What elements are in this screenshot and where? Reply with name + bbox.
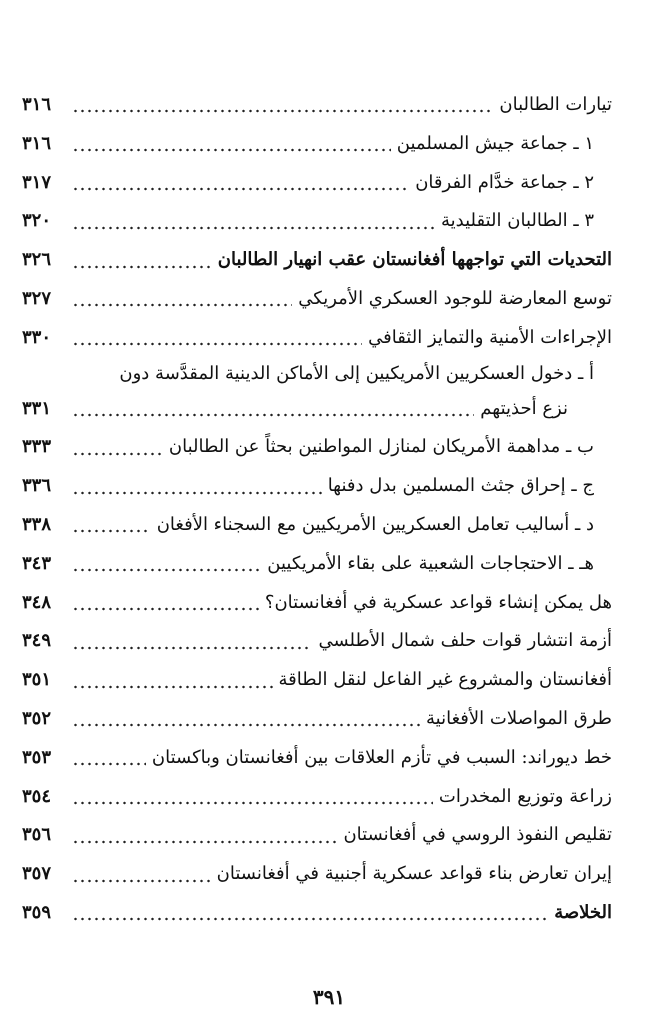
toc-entry-page: ٣٥٣ <box>22 746 52 768</box>
toc-entry[interactable] <box>22 202 612 241</box>
toc-entry-page: ٣٥٧ <box>22 863 52 885</box>
toc-entry-page: ٣٥١ <box>22 669 52 691</box>
toc-entry-title: الخلاصة <box>554 901 612 923</box>
toc-entry-page: ٣٣٣ <box>22 436 52 458</box>
toc-entry-title: ب ـ مداهمة الأمريكان لمنازل المواطنين بحثاً عن الطالبان <box>168 436 594 458</box>
toc-entry-page: ٣٥٢ <box>22 707 52 729</box>
toc-entry-title: الإجراءات الأمنية والتمايز الثقافي <box>368 326 612 348</box>
toc-entry-page: ٣٣٦ <box>22 475 52 497</box>
toc-entry-page: ٣٣٠ <box>22 326 52 348</box>
toc-entry[interactable] <box>22 816 612 855</box>
toc-entry[interactable] <box>22 700 612 739</box>
toc-entry-page: ٣٤٩ <box>22 630 52 652</box>
dot-leader <box>72 905 548 921</box>
dot-leader <box>72 253 212 269</box>
dot-leader <box>72 789 433 805</box>
toc-entry-title: أزمة انتشار قوات حلف شمال الأطلسي <box>318 630 612 652</box>
toc-entry-page: ٣٣٨ <box>22 513 52 535</box>
dot-leader <box>72 867 211 883</box>
toc-entry[interactable] <box>22 545 612 584</box>
toc-entry[interactable] <box>22 280 612 319</box>
dot-leader <box>72 97 493 113</box>
toc-entry-page: ٣١٧ <box>22 171 52 193</box>
toc-entry-title: تيارات الطالبان <box>499 94 612 115</box>
dot-leader <box>72 828 337 844</box>
toc-entry-page: ٣٢٧ <box>22 287 52 309</box>
toc-entry-title: طرق المواصلات الأفغانية <box>426 707 612 729</box>
toc-entry-page: ٣٥٦ <box>22 824 52 846</box>
toc-entry-title: تقليص النفوذ الروسي في أفغانستان <box>343 824 612 846</box>
toc-entry[interactable] <box>22 86 612 125</box>
toc-entry[interactable] <box>22 164 612 203</box>
toc-entry-continuation[interactable] <box>22 390 612 429</box>
toc-entry[interactable] <box>22 661 612 700</box>
toc-entry[interactable] <box>22 467 612 506</box>
dot-leader <box>72 517 151 533</box>
toc-entry[interactable] <box>22 428 612 467</box>
toc-entry-title: هـ ـ الاحتجاجات الشعبية على بقاء الأمريكيين <box>267 552 594 574</box>
toc-entry-title: زراعة وتوزيع المخدرات <box>438 785 612 807</box>
toc-entry-title: د ـ أساليب تعامل العسكريين الأمريكيين مع السجناء الأفغان <box>156 513 594 535</box>
toc-entry[interactable] <box>22 319 612 358</box>
dot-leader <box>72 556 261 572</box>
toc-entry[interactable] <box>22 358 612 390</box>
dot-leader <box>72 401 474 417</box>
toc-entry-title: إيران تعارض بناء قواعد عسكرية أجنبية في أفغانستان <box>216 863 612 885</box>
toc-entry-page: ٣٤٨ <box>22 591 52 613</box>
toc-entry-title: ج ـ إحراق جثث المسلمين بدل دفنها <box>327 475 594 497</box>
dot-leader <box>72 634 312 650</box>
dot-leader <box>72 673 273 689</box>
page-number: ٣٩١ <box>312 985 346 1009</box>
toc-entry[interactable] <box>22 622 612 661</box>
toc-entry-title: التحديات التي تواجهها أفغانستان عقب انهيار الطالبان <box>217 249 612 271</box>
dot-leader <box>72 214 435 230</box>
toc-entry-page: ٣١٦ <box>22 132 52 154</box>
dot-leader <box>72 291 292 307</box>
toc-entry-title: ١ ـ جماعة جيش المسلمين <box>396 132 594 154</box>
toc-entry-title: أ ـ دخول العسكريين الأمريكيين إلى الأماكن الدينية المقدَّسة دون <box>119 362 594 384</box>
toc-entry-title: ٣ ـ الطالبان التقليدية <box>441 210 594 232</box>
toc-entry[interactable] <box>22 778 612 817</box>
toc-entry-title: خط ديوراند: السبب في تأزم العلاقات بين أفغانستان وباكستان <box>151 746 612 768</box>
toc-entry[interactable] <box>22 125 612 164</box>
toc-entry-title: ٢ ـ جماعة خدَّام الفرقان <box>415 171 594 193</box>
toc-entry[interactable] <box>22 506 612 545</box>
toc-entry-title: أفغانستان والمشروع غير الفاعل لنقل الطاقة <box>278 669 612 691</box>
dot-leader <box>72 440 163 456</box>
dot-leader <box>72 136 391 152</box>
toc-entry-page: ٣٤٣ <box>22 552 52 574</box>
dot-leader <box>72 711 420 727</box>
toc-entry[interactable] <box>22 584 612 623</box>
dot-leader <box>72 595 259 611</box>
toc-entry-page: ٣٥٤ <box>22 785 52 807</box>
table-of-contents <box>22 86 612 933</box>
toc-entry[interactable] <box>22 894 612 933</box>
toc-entry-page: ٣٣١ <box>22 397 52 419</box>
toc-entry-title: هل يمكن إنشاء قواعد عسكرية في أفغانستان؟ <box>264 591 612 613</box>
toc-entry[interactable] <box>22 739 612 778</box>
dot-leader <box>72 330 362 346</box>
dot-leader <box>72 175 409 191</box>
toc-entry-title-continued: نزع أحذيتهم <box>480 397 568 419</box>
toc-entry-title: توسع المعارضة للوجود العسكري الأمريكي <box>298 287 612 309</box>
toc-entry-page: ٣١٦ <box>22 94 52 115</box>
toc-entry-page: ٣٢٠ <box>22 210 52 232</box>
toc-entry[interactable] <box>22 855 612 894</box>
dot-leader <box>72 750 146 766</box>
toc-entry-page: ٣٢٦ <box>22 249 52 271</box>
toc-entry[interactable] <box>22 241 612 280</box>
toc-entry-page: ٣٥٩ <box>22 901 52 923</box>
dot-leader <box>72 479 322 495</box>
